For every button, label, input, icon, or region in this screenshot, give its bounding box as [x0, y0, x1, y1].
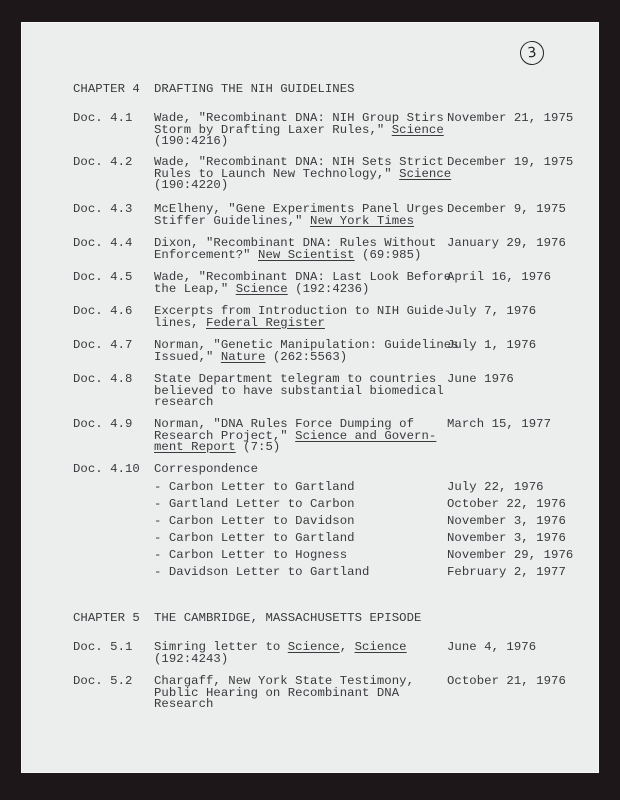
- correspondence-item-date: November 3, 1976: [447, 531, 566, 545]
- publication-title: Science and Govern-: [295, 428, 437, 443]
- doc-id: Doc. 4.8: [73, 372, 133, 386]
- doc-citation: [154, 204, 454, 227]
- citation-line: [154, 699, 454, 711]
- doc-citation: [154, 238, 454, 261]
- citation-text: McElheny, "Gene Experiments Panel Urges: [154, 202, 444, 216]
- doc-citation: [154, 157, 454, 192]
- citation-text: (69:985): [354, 247, 422, 262]
- correspondence-item-text: - Carbon Letter to Hogness: [154, 548, 348, 562]
- citation-line: [154, 442, 454, 454]
- doc-id: Doc. 4.7: [73, 338, 133, 352]
- citation-text: lines,: [154, 315, 207, 330]
- citation-text: Excerpts from Introduction to NIH Guide-: [154, 304, 452, 318]
- citation-text: Issued,": [154, 349, 221, 364]
- citation-text: Storm by Drafting Laxer Rules,": [154, 122, 392, 137]
- doc-date: December 19, 1975: [447, 155, 574, 169]
- citation-line: [154, 136, 454, 148]
- correspondence-item-date: November 29, 1976: [447, 548, 574, 562]
- citation-line: [154, 213, 454, 228]
- citation-text: (7:5): [235, 440, 281, 454]
- citation-text: research: [154, 395, 214, 409]
- doc-date: January 29, 1976: [447, 236, 566, 250]
- correspondence-item-text: - Carbon Letter to Gartland: [154, 480, 355, 494]
- circled-page-number: 3: [519, 40, 545, 66]
- doc-citation: [154, 272, 454, 295]
- publication-title: New Scientist: [258, 247, 355, 262]
- correspondence-item-date: July 22, 1976: [447, 480, 544, 494]
- citation-text: the Leap,": [154, 281, 236, 296]
- publication-title: Science: [391, 122, 444, 137]
- doc-citation: [154, 642, 454, 665]
- doc-id: Doc. 5.1: [73, 640, 133, 654]
- doc-id: Doc. 4.2: [73, 155, 133, 169]
- citation-line: [154, 651, 454, 666]
- doc-date: June 4, 1976: [447, 640, 537, 654]
- citation-text: Norman, "DNA Rules Force Dumping of: [154, 417, 415, 431]
- doc-date: June 1976: [447, 372, 514, 386]
- doc-citation: [154, 338, 459, 364]
- correspondence-item-text: - Davidson Letter to Gartland: [154, 565, 370, 579]
- citation-line: [154, 315, 454, 330]
- citation-text: (192:4236): [287, 281, 370, 296]
- citation-line: [154, 180, 454, 192]
- citation-text: Dixon, "Recombinant DNA: Rules Without: [154, 236, 437, 250]
- citation-line: [154, 281, 454, 296]
- citation-text: Enforcement?": [154, 247, 259, 262]
- doc-citation: [154, 676, 454, 711]
- publication-title: Science: [399, 166, 452, 181]
- citation-text: ,: [339, 640, 355, 654]
- doc-id: Doc. 4.1: [73, 111, 133, 125]
- citation-text: Rules to Launch New Technology,": [154, 166, 400, 181]
- citation-text: Simring letter to: [154, 640, 288, 654]
- correspondence-item-date: October 22, 1976: [447, 497, 566, 511]
- chapter-title: THE CAMBRIDGE, MASSACHUSETTS EPISODE: [154, 611, 422, 625]
- publication-title: Science: [235, 281, 288, 296]
- citation-text: believed to have substantial biomedical: [154, 383, 444, 398]
- publication-title: New York Times: [310, 213, 415, 228]
- correspondence-item-date: February 2, 1977: [447, 565, 566, 579]
- doc-citation: [154, 113, 454, 148]
- correspondence-title: Correspondence: [154, 462, 259, 476]
- doc-date: December 9, 1975: [447, 202, 566, 216]
- doc-citation: [154, 306, 454, 329]
- doc-date: April 16, 1976: [447, 270, 552, 284]
- chapter-title: DRAFTING THE NIH GUIDELINES: [154, 82, 355, 96]
- citation-text: Wade, "Recombinant DNA: Last Look Before: [154, 270, 452, 284]
- doc-id: Doc. 5.2: [73, 674, 133, 688]
- publication-title: Federal Register: [206, 315, 325, 330]
- citation-line: [154, 397, 454, 409]
- correspondence-item-text: - Carbon Letter to Gartland: [154, 531, 355, 545]
- citation-text: (262:5563): [265, 349, 348, 364]
- citation-line: [154, 349, 454, 364]
- publication-title: Science: [354, 640, 407, 654]
- citation-text: Research: [154, 697, 214, 711]
- correspondence-item-date: November 3, 1976: [447, 514, 566, 528]
- doc-date: November 21, 1975: [447, 111, 574, 125]
- publication-title: Science: [287, 640, 340, 654]
- citation-text: State Department telegram to countries: [154, 372, 437, 386]
- doc-id: Doc. 4.3: [73, 202, 133, 216]
- publication-title: ment Report: [154, 440, 236, 454]
- doc-date: July 1, 1976: [447, 338, 537, 352]
- citation-text: Research Project,": [154, 428, 296, 443]
- citation-text: (190:4220): [154, 178, 229, 192]
- doc-citation: [154, 419, 454, 454]
- citation-text: Public Hearing on Recombinant DNA: [154, 685, 400, 700]
- citation-text: Stiffer Guidelines,": [154, 213, 311, 228]
- citation-line: [154, 247, 454, 262]
- doc-date: March 15, 1977: [447, 417, 552, 431]
- citation-text: Wade, "Recombinant DNA: NIH Sets Strict: [154, 155, 444, 169]
- doc-date: October 21, 1976: [447, 674, 566, 688]
- doc-id: Doc. 4.4: [73, 236, 133, 250]
- doc-id: Doc. 4.9: [73, 417, 133, 431]
- citation-text: Norman, "Genetic Manipulation: Guidelines: [154, 338, 459, 352]
- chapter-label: CHAPTER 5: [73, 611, 140, 625]
- correspondence-item-text: - Carbon Letter to Davidson: [154, 514, 355, 528]
- doc-id: Doc. 4.10: [73, 462, 140, 476]
- citation-text: (192:4243): [154, 651, 229, 666]
- citation-text: Chargaff, New York State Testimony,: [154, 674, 415, 688]
- doc-id: Doc. 4.5: [73, 270, 133, 284]
- doc-id: Doc. 4.6: [73, 304, 133, 318]
- publication-title: Nature: [220, 349, 266, 364]
- citation-text: Wade, "Recombinant DNA: NIH Group Stirs: [154, 111, 444, 125]
- doc-date: July 7, 1976: [447, 304, 537, 318]
- chapter-label: CHAPTER 4: [73, 82, 140, 96]
- doc-citation: [154, 374, 454, 409]
- citation-text: (190:4216): [154, 134, 229, 148]
- correspondence-item-text: - Gartland Letter to Carbon: [154, 497, 355, 511]
